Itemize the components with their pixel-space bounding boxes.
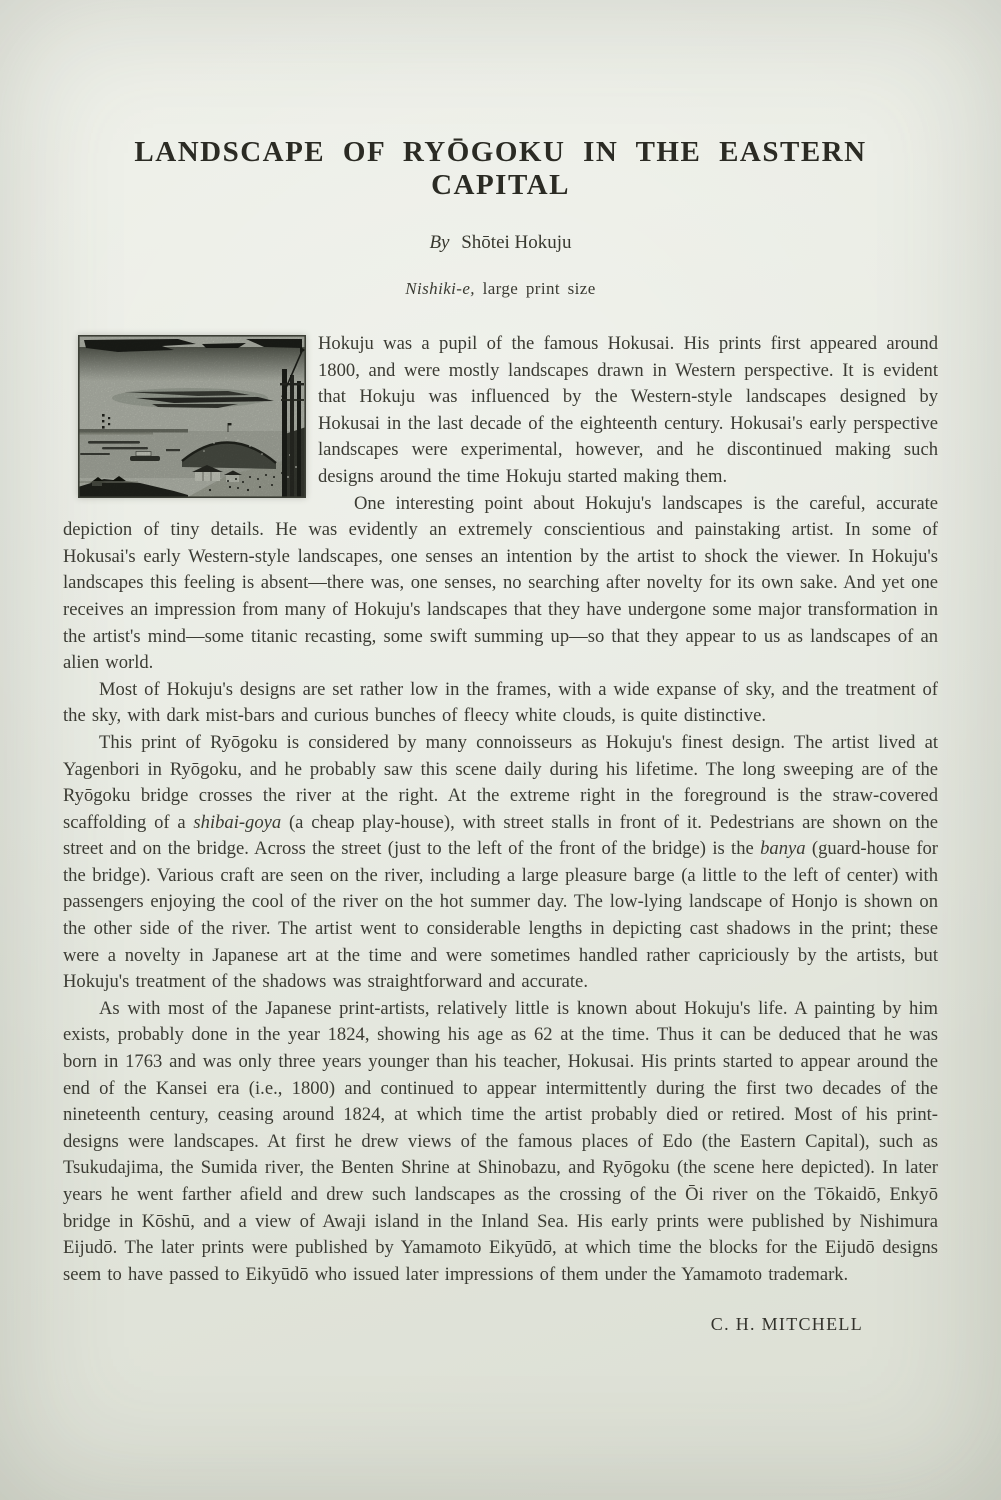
edition-line — [63, 279, 938, 299]
paragraph-text: Most of Hokuju's designs are set rather low in the frames, with a wide expanse of sky, and the treatment of the sky, with dark mist-bars and curious bunches of fleecy white clouds, is quite distinctive. — [63, 678, 938, 727]
paragraph-text: Hokuju was a pupil of the famous Hokusai. His prints first appeared around 1800, and were mostly landscapes drawn in Western perspective. It is evident that Hokuju was influenced by the Western-style landscapes designed by Hokusai in the last decade of the eighteenth century. Hokusai's early perspective landscapes were experimental, however, and he discontinued making such designs around the time Hokuju started making them. — [318, 333, 938, 487]
print-illustration — [78, 335, 306, 498]
italic-term: banya — [760, 838, 806, 860]
paragraph-text: One interesting point about Hokuju's landscapes is the careful, accurate depiction of tiny details. He was evidently an extremely conscientious and painstaking artist. In some of Hokusai's early Western-style landscapes, one senses an intention by the artist to shock the viewer. In Hokuju's landscapes this feeling is absent—there was, one senses, no searching after novelty for its own sake. And yet one receives an impression from many of Hokuju's landscapes that they have undergone some major transformation in the artist's mind—some titanic recasting, some swift summing up—so that they appear to us as landscapes of an alien world. — [63, 492, 938, 674]
paragraph-text: (a cheap play-house), with street stalls in front of it. Pedestrians are shown on the street and on the bridge. Across the street (just to the left of the front of the bridge) is the — [63, 811, 938, 860]
paragraph-text: (guard-house for the bridge). Various craft are seen on the river, including a large pleasure barge (a little to the left of center) with passengers enjoying the cool of the river on the hot summer day. The low-lying landscape of Honjo is shown on the other side of the river. The artist went to considerable lengths in depicting cast shadows in the print; these were a novelty in Japanese art at the time and were sometimes handled rather capriciously by the artists, but Hokuju's treatment of the shadows was straightforward and accurate. — [63, 838, 938, 993]
edition-title-italic: Nishiki-e, — [405, 279, 475, 298]
italic-term: shibai-goya — [193, 811, 282, 833]
paragraph — [63, 491, 938, 677]
byline-name: Shōtei Hokuju — [461, 232, 572, 253]
edition-rest: large print size — [474, 279, 596, 298]
paragraph — [63, 996, 938, 1289]
page-title: LANDSCAPE OF RYŌGOKU IN THE EASTERN CAPITAL — [134, 136, 867, 201]
byline — [63, 232, 938, 254]
byline-prefix: By — [429, 232, 450, 253]
paragraph — [63, 730, 938, 996]
article-body — [63, 331, 938, 1288]
paragraph-text: This print of Ryōgoku is considered by many connoisseurs as Hokuju's finest design. The artist lived at Yagenbori in Ryōgoku, and he probably saw this scene daily during his lifetime. The long sweeping are of the Ryōgoku bridge crosses the river at the right. At the extreme right in the foreground is the straw-covered scaffolding of a — [63, 731, 938, 833]
paragraph — [63, 677, 938, 730]
signature: C. H. MITCHELL — [710, 1314, 863, 1335]
ryogoku-print-image — [78, 335, 306, 498]
paragraph-text: As with most of the Japanese print-artists, relatively little is known about Hokuju's life. A painting by him exists, probably done in the year 1824, showing his age as 62 at the time. Thus it can be deduced that he was born in 1763 and was only three years younger than his teacher, Hokusai. His prints started to appear around the end of the Kansei era (i.e., 1800) and continued to appear intermittently during the first two decades of the nineteenth century, ceasing around 1824, at which time the artist probably died or retired. Most of his print-designs were landscapes. At first he drew views of the famous places of Edo (the Eastern Capital), such as Tsukudajima, the Sumida river, the Benten Shrine at Shinobazu, and Ryōgoku (the scene here depicted). In later years he went farther afield and drew such landscapes as the crossing of the Ōi river on the Tōkaidō, Enkyō bridge in Kōshū, and a view of Awaji island in the Inland Sea. His early prints were published by Nishimura Eijudō. The later prints were published by Yamamoto Eikyūdō, at which time the blocks for the Eijudō designs seem to have passed to Eikyūdō who issued later impressions of them under the Yamamoto trademark. — [63, 997, 938, 1285]
